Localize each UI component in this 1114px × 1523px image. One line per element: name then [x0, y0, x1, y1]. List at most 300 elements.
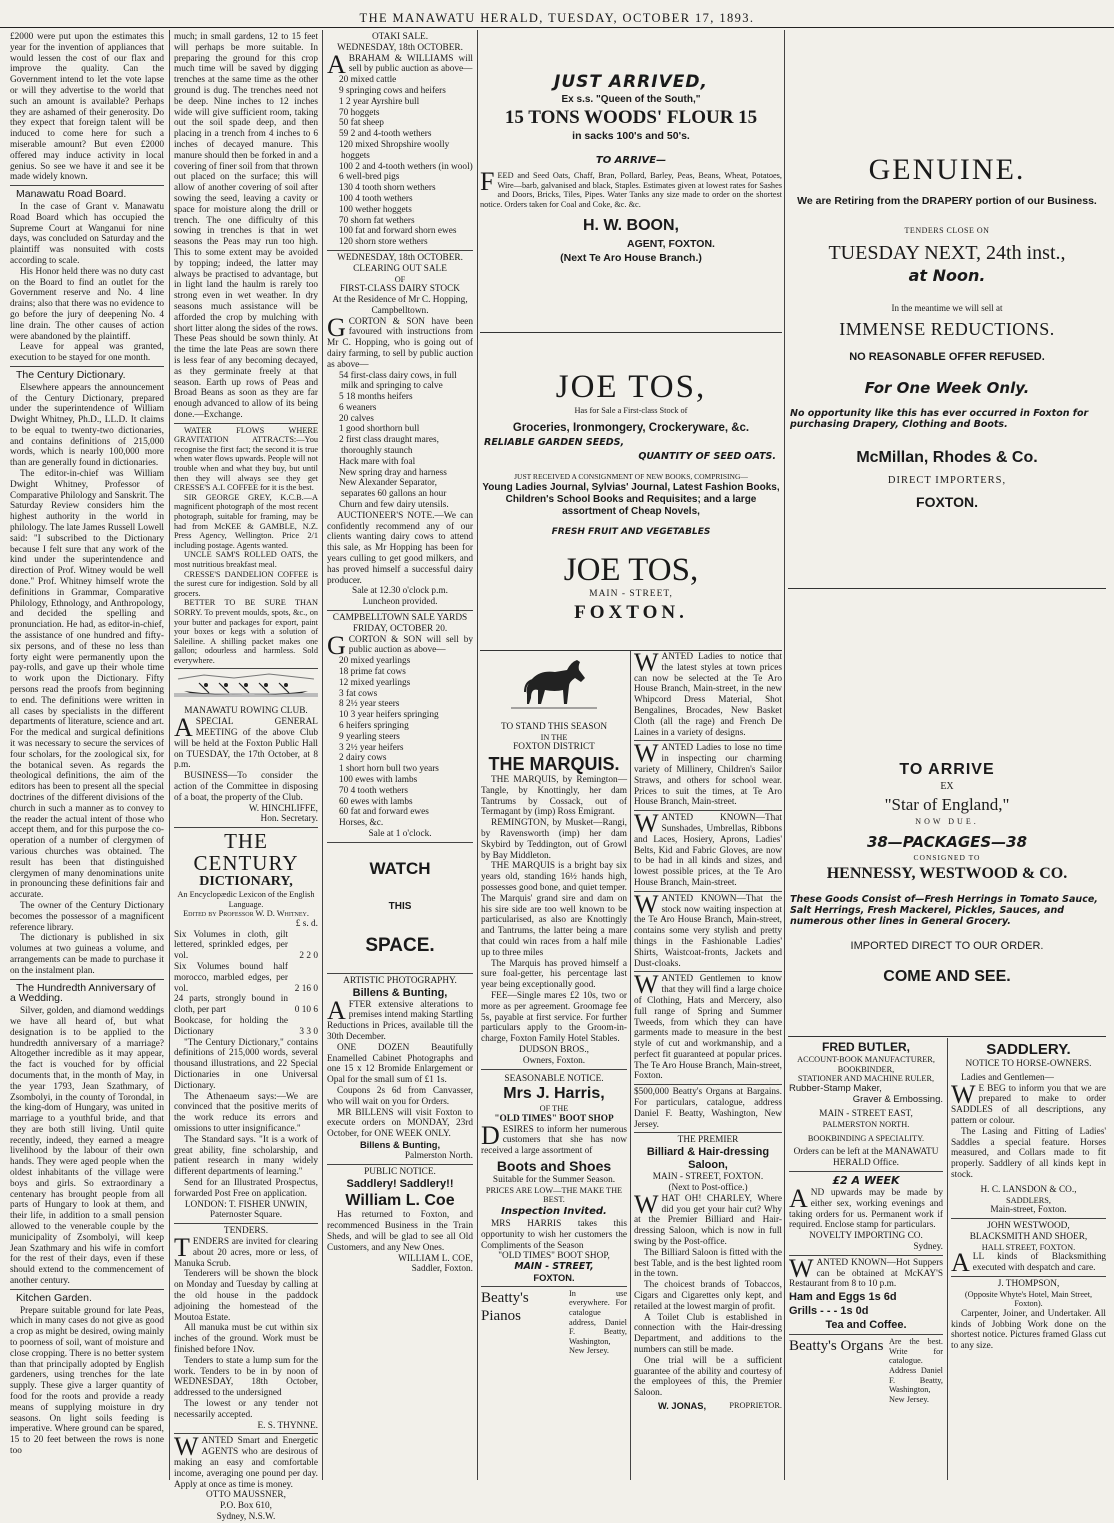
divider: [327, 250, 473, 251]
boon-agent: AGENT, FOXTON.: [627, 238, 715, 251]
one-week-only: For One Week Only.: [864, 379, 1030, 397]
sale-title: CAMPBELLTOWN SALE YARDS: [332, 613, 468, 624]
sale-time: Sale at 12.30 o'clock p.m.: [352, 586, 448, 597]
lansdon-address: Main-street, Foxton.: [990, 1205, 1067, 1216]
sale-item: 10 3 year heifers springing: [339, 710, 439, 721]
article-paragraph: In the case of Grant v. Manawatu Road Board which has occupied the Supreme Court at Wanganui for nine days, was concluded on Saturday and the plaintiff was nonsuited with costs according to scale.: [10, 201, 164, 266]
meantime-line: In the meantime we will sell at: [891, 303, 1003, 313]
article-heading: The Century Dictionary.: [16, 368, 126, 381]
no-offer-refused: NO REASONABLE OFFER REFUSED.: [849, 351, 1045, 363]
divider: [327, 1164, 473, 1165]
pedigree-paragraph: REMINGTON, by Musket—Rangi, by Ravensworth (imp) her dam Skybird by Teddington, out of Growl by Bay Middleton.: [481, 818, 627, 861]
divider: [634, 1084, 782, 1085]
sale-date: WEDNESDAY, 18th OCTOBER.: [337, 252, 463, 263]
westwood-body: LL kinds of Blacksmithing executed with despatch and care.: [972, 1252, 1106, 1273]
drop-cap: G: [327, 312, 346, 342]
ad-divider: [788, 588, 1106, 589]
boon-name: H. W. BOON,: [583, 217, 679, 235]
sale-item: 9 yearling steers: [339, 731, 400, 742]
pianos-text: In use everywhere. For catalogue address, Daniel F. Beatty, Washington, New Jersey.: [569, 1288, 627, 1356]
boon-location: (Next Te Aro House Branch.): [560, 252, 702, 265]
photo-firm: Billens & Bunting,: [359, 1139, 441, 1150]
divider: [10, 1289, 164, 1290]
tos-town: FOXTON.: [574, 601, 688, 623]
tos-groceries: Groceries, Ironmongery, Crockeryware, &c.: [512, 421, 750, 434]
century-paragraph: The Athenaeum says:—We are convinced that the positive merits of the work reduce its errors and omissions to utter insignificance.": [174, 1091, 318, 1135]
sale-item: 120 mixed Shropshire woolly hoggets: [339, 139, 450, 161]
organs-heading: Beatty's Organs: [789, 1338, 884, 1355]
sale-subtitle: FIRST-CLASS DAIRY STOCK: [339, 284, 461, 295]
billiard-paragraph: The choicest brands of Tobaccos, Cigars and Cigarettes only kept, and retailed at the lowest margin of profit.: [634, 1280, 782, 1312]
tos-fruit: FRESH FRUIT AND VEGETABLES: [551, 526, 711, 537]
drop-cap: W: [951, 1079, 976, 1109]
sale-item: 100 ewes with lambs: [339, 774, 418, 785]
century-subtitle: DICTIONARY,: [199, 874, 293, 890]
price-value: 2 16 0: [294, 983, 318, 994]
photo-paragraph: ONE DOZEN Beautifully Enamelled Cabinet Photographs and one 15 x 12 Bromide Enlargement or Opal for the small sum of £1 1s.: [327, 1042, 473, 1086]
news-column-1: [10, 32, 164, 1482]
sale-item: 2 first class draught mares, thoroughly staunch: [339, 435, 439, 457]
article-heading: Kitchen Garden.: [16, 1291, 92, 1304]
wanted-notice: ANTED Ladies to lose no time in inspecting our charming variety of Millinery, Children's Sailor Straws, and others for school wear. Prices to suit the times, at Te Aro House Branch, Main-street.: [634, 743, 782, 808]
thompson-body: Carpenter, Joiner, and Undertaker. All kinds of Jobbing Work done on the shortest notice. Pictures framed Glass cut to any size.: [951, 1308, 1106, 1352]
address-line: P.O. Box 610,: [220, 1501, 272, 1512]
sale-item: 100 2 and 4-tooth wethers (in wool): [339, 161, 473, 172]
sale-item: 60 ewes with lambs: [339, 796, 413, 807]
sacks-line: in sacks 100's and 50's.: [572, 130, 690, 142]
billiard-title: Billiard & Hair-dressing Saloon,: [646, 1146, 770, 1172]
organs-text: Are the best. Write for catalogue. Address Daniel F. Beatty, Washington, New Jersey.: [889, 1337, 943, 1404]
proprietor-name: W. JONAS,: [658, 1401, 707, 1411]
sale-item: New Alexander Separator, separates 60 gallons an hour: [339, 478, 447, 500]
sale-item: Churn and few dairy utensils.: [339, 500, 449, 511]
price-item: 24 parts, strongly bound in cloth, per part: [174, 994, 288, 1016]
photo-title: ARTISTIC PHOTOGRAPHY.: [343, 975, 457, 986]
sale-item: 18 prime fat cows: [339, 667, 406, 678]
butler-name: FRED BUTLER,: [822, 1040, 910, 1054]
thompson-address: (Opposite Whyte's Hotel, Main Street, Foxton).: [964, 1289, 1093, 1309]
article-paragraph: Leave for appeal was granted, execution to be stayed for one month.: [10, 342, 164, 364]
prices-line: PRICES ARE LOW—THE MAKE THE BEST.: [485, 1185, 623, 1205]
saddlery-body: E BEG to inform you that we are prepared to make to order SADDLES of all descriptions, any pattern or colour.: [951, 1083, 1106, 1126]
notice-title: PUBLIC NOTICE.: [364, 1166, 436, 1177]
watch-word: THIS: [388, 900, 412, 912]
imported-direct: IMPORTED DIRECT TO OUR ORDER.: [850, 940, 1044, 952]
article-heading: Manawatu Road Board.: [16, 188, 127, 201]
horse-illustration: [481, 652, 627, 718]
boot-shop-name: "OLD TIMES" BOOT SHOP,: [498, 1251, 610, 1262]
column-rule: [947, 1038, 948, 1480]
lansdon-firm: H. C. LANSDON & CO.,: [980, 1184, 1077, 1195]
drop-cap: A: [327, 49, 346, 79]
drop-cap: A: [327, 995, 346, 1025]
signature: OTTO MAUSSNER,: [206, 1490, 286, 1501]
drop-cap: A: [174, 713, 193, 743]
butler-trade: BOOKBINDER,: [837, 1064, 895, 1074]
restaurant-notice: ANTED KNOWN—Hot Suppers can be obtained at McKAY'S Restaurant from 8 to 10 p.m.: [789, 1257, 943, 1290]
harris-name: Mrs J. Harris,: [503, 1085, 605, 1103]
consigned-line: CONSIGNED TO: [913, 853, 981, 862]
sale-item: 12 mixed yearlings: [339, 677, 411, 688]
noon-line: at Noon.: [908, 266, 986, 285]
price-row: [174, 962, 318, 994]
boon-advertisement: [480, 32, 782, 332]
ad-divider: [480, 332, 782, 333]
sale-item: 3 2½ year heifers: [339, 742, 404, 753]
price-value: 0 10 6: [294, 1005, 318, 1016]
divider: [327, 842, 473, 843]
brief-ad: UNCLE SAM'S ROLLED OATS, the most nutritious breakfast meal.: [174, 550, 318, 569]
to-arrive: TO ARRIVE: [899, 761, 995, 778]
pedigree-paragraph: THE MARQUIS, by Remington—Tangle, by Knottingly, her dam Tantrums by Cossack, out of Termagant by (imp) Ross Emigrant.: [481, 774, 627, 818]
sale-item: New spring dray and harness: [339, 467, 447, 478]
century-title: THE CENTURY: [193, 829, 299, 876]
drop-cap: T: [174, 1232, 190, 1262]
century-paragraph: Send for an Illustrated Prospectus, forwarded Post Free on application.: [174, 1178, 318, 1199]
sale-item: 5 18 months heifers: [339, 392, 413, 403]
photo-paragraph: Coupons 2s 6d from Canvasser, who will wait on you for Orders.: [327, 1085, 473, 1107]
sale-item: 59 2 and 4-tooth wethers: [339, 129, 432, 140]
article-paragraph: The owner of the Century Dictionary becomes the possessor of a magnificent reference library.: [10, 900, 164, 933]
drop-cap: W: [174, 1432, 199, 1462]
genuine-advertisement: [788, 32, 1106, 582]
westwood-address: HALL STREET, FOXTON.: [981, 1242, 1076, 1252]
sale-item: 20 mixed cattle: [339, 75, 397, 86]
price-value: 2 2 0: [299, 951, 318, 962]
news-column-5: [634, 648, 782, 1478]
sale-item: 130 4 tooth shorn wethers: [339, 183, 436, 194]
sale-item: 3 fat cows: [339, 688, 378, 699]
tenders-paragraph: All manuka must be cut within six inches of the ground. Work must be finished before 1Nov.: [174, 1323, 318, 1355]
summer-line: Suitable for the Summer Season.: [492, 1175, 616, 1186]
auctioneer-note: AUCTIONEER'S NOTE.—We can confidently recommend any of our clients wanting dairy cows to attend this sale, as Mr Hopping has been for years culling to get good milkers, and has proved himself a successful dairy producer.: [327, 510, 473, 586]
drop-cap: W: [634, 970, 659, 1000]
sale-item: 9 springing cows and heifers: [339, 85, 446, 96]
sale-item: 120 shorn store wethers: [339, 237, 428, 248]
town-name: FOXTON.: [533, 1273, 575, 1284]
price-value: 3 3 0: [299, 1026, 318, 1037]
agents-wanted-body: ANTED Smart and Energetic AGENTS who are desirous of making an easy and comfortable income, averaging one pound per day. Apply at once as time is money.: [174, 1436, 318, 1490]
sale-date: WEDNESDAY, 18th OCTOBER.: [337, 42, 463, 53]
divider: [10, 979, 164, 980]
mcmillan-firm: McMillan, Rhodes & Co.: [856, 449, 1038, 466]
sale-item: 60 fat and forward ewes: [339, 807, 429, 818]
brief-ad: SIR GEORGE GREY, K.C.B.—A magnificent photograph of the most recent photograph, suitable for framing, may be had from McKEE & GAMBLE, N.Z. Press Agency, Wellington. Price 2/1 including postage. Agents wanted.: [174, 492, 318, 550]
salutation: Ladies and Gentlemen—: [961, 1072, 1054, 1083]
organs-notice: $500,000 Beatty's Organs at Bargains. For particulars, catalogue, address Daniel F. Beatty, Washington, New Jersey.: [634, 1087, 782, 1130]
butler-town: PALMERSTON NORTH.: [822, 1120, 910, 1130]
billiard-body: HAT OH! CHARLEY, Where did you get your hair cut? Why at the Premier Billiard and Hair-dressing Saloon, which is now in full swing by the Post-office.: [634, 1193, 782, 1248]
butler-trade: Graver & Embossing.: [852, 1093, 943, 1105]
tenders-body: ENDERS are invited for clearing about 20 acres, more or less, of Manuka Scrub.: [174, 1236, 318, 1269]
tos-oats: QUANTITY OF SEED OATS.: [638, 450, 776, 462]
come-and-see: COME AND SEE.: [883, 968, 1011, 985]
sale-item: 20 calves: [339, 413, 374, 424]
divider: [174, 827, 318, 828]
wanted-notice: ANTED KNOWN—That Sunshades, Umbrellas, Ribbons and Laces, Hosiery, Aprons, Ladies' Belts, Kid and Fabric Gloves, are now to be had in all kinds and sizes, and lowest possible prices, at the Te Aro House Branch, Main-street.: [634, 813, 782, 888]
foxton-line: FOXTON.: [916, 494, 978, 510]
news-column-4: [481, 652, 627, 1478]
coe-body: Has returned to Foxton, and recommenced Business in the Train Sheds, and will be glad to see all Old Customers, and any New Ones.: [327, 1210, 473, 1253]
tos-advertisement: [480, 336, 782, 648]
divider: [174, 1223, 318, 1224]
article-paragraph: The editor-in-chief was William Dwight Whitney, Professor of Comparative Philology and Sanskrit. The Saturday Review considers him the highest authority in the world in philology. The late James Russell Lowell said: "I subscribed to the Dictionary because I felt sure that any work of the kind under the superintendence and direction of Prof. Witney would be well done." Prof. Whitney himself wrote the definitions in Grammar, Comparative Philology, Ethnology, and Anthropology, and decided the spelling and pronunciation. He had, as editor-in-chief, the assistance of one hundred and fifty-six persons, and of these no less than forty eight were permanently upon the pay-rolls, and gave up their whole time to work upon the Dictionary. Fifty persons read the proofs from beginning to end. The definitions were written in all cases by specialists in the different departments of literature, science and art. For the medical and surgical definitions it was necessary to secure the services of four scholars, for the zoological six, for the botanical seven. As regards the theological definitions, the aim of the editors has been to present all the special doctrines of the different divisions of the church in such a manner as to convey to the reader the actual intent of those who accept them, and for this purpose the co-operation of a number of clergymen of various churches was obtained. The result has been that distinguished clergymen of many denominations unite in pronouncing these definitions fair and accurate.: [10, 469, 164, 901]
signature: W. HINCHLIFFE,: [248, 803, 318, 814]
article-paragraph: Silver, golden, and diamond weddings we have all heard of, but what designation is to be applied to the hundredth anniversary of a marriage? Altogether incredible as it may appear, the fact is vouched for by official documents that, in the month of May, in the year 1793, Jean Szathmary, of Zsombolyi, in the county of Torondal, in the king-dom of Hungary, was united in marriage to a youthful bride, and that they are both still living. Until quite recently, indeed, they earned a meagre livelihood by the labour of their own hands. They were aged people when the oldest inhabitants of the village were boys and girls. So extraordinary a centenary has brought people from all parts of Hungary to look at them, and their life, in addition to a small pension allowed to the venerable couple by the municipality of Zsombolyi, will keep Jean Szathmary and his wife in comfort for the rest of their days, even if these should extend to the commencement of another century.: [10, 1006, 164, 1287]
pedigree-paragraph: THE MARQUIS is a bright bay six years old, standing 16½ hands high, possesses good bone, and quiet temper. The Marquis' grand sire and dam on his sire side are too well known to be particularised, as also are Knottingly and Tantrums, the latter being a mare that could win races from a half mile up to three miles: [481, 861, 627, 958]
price-row: [174, 930, 318, 962]
sale-title: OTAKI SALE.: [371, 32, 429, 42]
drop-cap: G: [327, 630, 346, 660]
sale-item: 70 hoggets: [339, 107, 380, 118]
just-arrived-heading: JUST ARRIVED,: [554, 72, 708, 92]
opportunity-line: No opportunity like this has ever occurred in Foxton for purchasing Drapery, Clothing and Boots.: [790, 408, 1089, 430]
drop-cap: D: [481, 1120, 500, 1150]
goods-list: These Goods Consist of—Fresh Herrings in Tomato Sauce, Salt Herrings, Fresh Mackerel, Pickles, Sauces, and numerous other lines in General Grocery.: [790, 894, 1098, 927]
main-street: MAIN - STREET,: [514, 1261, 594, 1273]
thompson-name: J. THOMPSON,: [997, 1278, 1060, 1289]
sale-item: 100 wether hoggets: [339, 204, 412, 215]
photo-location: Palmerston North.: [404, 1150, 473, 1161]
divider: [634, 1132, 782, 1133]
butler-orders: Orders can be left at the MANAWATU HERALD Office.: [793, 1147, 939, 1169]
watch-word: WATCH: [369, 858, 431, 878]
rowing-business: BUSINESS—To consider the action of the Committee in disposing of a boat, the property of the Club.: [174, 771, 318, 803]
retiring-line: We are Retiring from the DRAPERY portion of our Business.: [797, 195, 1097, 207]
stand-line: TO STAND THIS SEASON: [500, 721, 608, 732]
sale-item: 6 heifers springing: [339, 721, 409, 731]
divider: [481, 1069, 627, 1070]
ex-line: EX: [940, 781, 954, 792]
sale-item: 54 first-class dairy cows, in full milk and springing to calve: [339, 370, 457, 392]
photo-paragraph: MR BILLENS will visit Foxton to execute orders on MONDAY, 23rd October, for ONE WEEK ONLY.: [327, 1107, 473, 1140]
billiard-premier: THE PREMIER: [677, 1135, 739, 1146]
price-row: [174, 994, 318, 1016]
wanted-notice: ANTED KNOWN—That the stock now waiting inspection at the Te Aro House Branch, Main-street, contains some very stylish and pretty things in the Fashionable Ladies' Shirts, Waistcoat-fronts, Jackets and Dust-cloaks.: [634, 893, 782, 969]
in-the-line: IN THE: [540, 732, 568, 742]
ad-divider: [788, 1036, 1106, 1037]
sale-intro: BRAHAM & WILLIAMS will sell by public auction as above—: [348, 53, 473, 75]
sale-item: 100 4 tooth wethers: [339, 193, 413, 204]
drop-cap: A: [951, 1248, 970, 1278]
address-line: Sydney, N.S.W.: [216, 1511, 276, 1522]
billiard-paragraph: A Toilet Club is established in connection with the Hair-dressing Department, and additions to the numbers can still be made.: [634, 1312, 782, 1356]
billiard-location: (Next to Post-office.): [668, 1183, 748, 1194]
divider: [327, 610, 473, 611]
column-rule: [477, 30, 478, 1480]
column-rule: [169, 30, 170, 1480]
masthead: [0, 0, 1114, 28]
rowing-boat-illustration: [174, 671, 318, 701]
price-item: Bookcase, for holding the Dictionary: [174, 1016, 288, 1037]
sale-intro: CORTON & SON have been favoured with instructions from Mr C. Hopping, who is going out of dairy farming, to sell by public auction as above—: [327, 316, 473, 370]
saddlery-banner: Saddlery! Saddlery!!: [346, 1178, 454, 1191]
fee-paragraph: FEE—Single mares £2 10s, two or more as per agreement. Groomage fee 5s, payable at first service. For further particulars apply to the Groom-in-charge, Foxton Family Hotel Stables.: [481, 990, 627, 1045]
column-rule: [630, 651, 631, 1480]
inspection-line: Inspection Invited.: [501, 1206, 607, 1218]
ad-divider: [480, 650, 782, 651]
divider: [481, 1286, 627, 1287]
sale-item: 20 mixed yearlings: [339, 656, 411, 667]
genuine-title: GENUINE.: [868, 153, 1026, 186]
wanted-notice: ANTED Ladies to notice that the latest styles at town prices can now be selected at the Te Aro House Branch, Main-street, in the new Whipcord Dress Material, Shot Bengalines, Brocades, New Basket Cloth (all the rage) and French De Laines in a variety of designs.: [634, 652, 782, 738]
tos-seeds: RELIABLE GARDEN SEEDS,: [484, 436, 625, 448]
tos-books: Young Ladies Journal, Sylvias' Journal, Latest Fashion Books, Children's School Books and Requisites; and a large assortment of Cheap Novels,: [482, 481, 780, 517]
tos-street: MAIN - STREET,: [589, 588, 673, 599]
proprietor-role: PROPRIETOR.: [729, 1401, 782, 1410]
tos-subtitle: Has for Sale a First-class Stock of: [574, 406, 688, 415]
harris-paragraph: MRS HARRIS takes this opportunity to wish her customers the Compliments of the Season: [481, 1219, 627, 1251]
divider: [789, 1334, 943, 1335]
century-description: An Encyclopædic Lexicon of the English Language.: [177, 890, 315, 909]
pianos-heading: Beatty's Pianos: [481, 1289, 529, 1324]
tos-name: JOE TOS,: [563, 551, 699, 588]
sale-item: 8 2½ year steers: [339, 699, 400, 710]
westwood-name: JOHN WESTWOOD,: [987, 1220, 1070, 1231]
drop-cap: W: [634, 889, 659, 919]
harris-body: ESIRES to inform her numerous customers that she has now received a large assortment of: [481, 1124, 627, 1157]
photo-firm: Billens & Bunting,: [352, 986, 448, 999]
divider: [327, 973, 473, 974]
sale-item: 100 fat and forward shorn ewes: [339, 226, 457, 237]
signature-role: Hon. Secretary.: [260, 814, 318, 825]
sale-date: FRIDAY, OCTOBER 20.: [352, 623, 448, 634]
sale-item: 6 well-bred pigs: [339, 172, 400, 183]
of-the-line: OF THE: [539, 1104, 569, 1114]
photo-body: FTER extensive alterations to premises intend making Startling Reductions in Prices, available till the 30th December.: [327, 999, 473, 1042]
column-rule: [322, 30, 323, 1480]
sale-item: Hack mare with foal: [339, 456, 416, 467]
boot-shop-name: "OLD TIMES" BOOT SHOP: [494, 1113, 614, 1124]
novelty-company: NOVELTY IMPORTING CO.: [809, 1231, 923, 1242]
sale-title-of: OF: [394, 274, 406, 284]
butler-speciality: BOOKBINDING A SPECIALITY.: [807, 1133, 925, 1143]
tenders-title: TENDERS.: [223, 1226, 269, 1237]
brief-ad: BETTER TO BE SURE THAN SORRY. To prevent moulds, spots, &c., on your butter and packages for export, paint your boxes or kegs with a solution of Saleiline. A shilling packet makes one gallon; odourless and harmless. Sold everywhere.: [174, 598, 318, 665]
article-paragraph: The dictionary is published in six volumes at two guineas a volume, and arrangements can be made to purchase it on the instalment plan.: [10, 933, 164, 976]
drop-cap: W: [789, 1253, 814, 1283]
sale-intro: CORTON & SON will sell by public auction as above—: [348, 634, 473, 656]
century-publisher: LONDON: T. FISHER UNWIN, Paternoster Square.: [184, 1199, 308, 1221]
butler-address: MAIN - STREET EAST,: [819, 1109, 913, 1120]
sale-item: 50 fat sheep: [339, 118, 384, 129]
brief-ad: CRESSE'S DANDELION COFFEE is the surest cure for indigestion. Sold by all grocers.: [174, 569, 318, 598]
sale-title: CLEARING OUT SALE: [353, 263, 447, 274]
tenders-paragraph: Tenders to state a lump sum for the work. Tenders to be in by noon of WEDNESDAY, 18th October, addressed to the undersigned: [174, 1355, 318, 1399]
hennessy-advertisement: [788, 592, 1106, 1032]
flax-paragraph: £2000 were put upon the estimates this year for the invention of appliances that would lessen the cost of our flax and improve the quality. Can the Government intend to let the vote lapse or will they advertise to the world that such an amount is available? Perhaps they are ashamed of their generosity. Do they expect that foreign talent will be induced to come here for such a miserable amount? But even £2000 offered may induce activity in local genius. So see we have it and see it be made widely known.: [10, 32, 164, 183]
drop-cap: W: [634, 648, 659, 677]
sale-time: Sale at 1 o'clock.: [368, 828, 432, 839]
reductions-line: IMMENSE REDUCTIONS.: [839, 319, 1055, 339]
harris-title: SEASONABLE NOTICE.: [504, 1073, 604, 1084]
brief-ad: WATER FLOWS WHERE GRAVITATION ATTRACTS:—You recognise the first fact; the second it is true when water flows upwards. People will not trouble when and what they buy, but until then they will always see they get CRESSE'S A.I. COFFEE for it is the best.: [174, 425, 318, 493]
sale-item: 1 short horn bull two years: [339, 764, 439, 775]
butler-trade: ACCOUNT-BOOK MANUFACTURER,: [797, 1055, 935, 1064]
century-paragraph: The Standard says. "It is a work of great ability, fine scholarship, and patient research in many widely different departments of learning.": [174, 1134, 318, 1178]
butler-trade: STATIONER AND MACHINE RULER,: [797, 1074, 935, 1084]
drop-cap: A: [789, 1183, 808, 1213]
divider: [174, 668, 318, 669]
packages-line: 38—PACKAGES—38: [866, 833, 1028, 851]
tenders-paragraph: Tenderers will be shown the block on Monday and Tuesday by calling at the old house in the paddock adjoining the homestead of the Moutoa Estate.: [174, 1269, 318, 1323]
ship-line: Ex s.s. "Queen of the South,": [561, 94, 701, 105]
saddlery-title: SADDLERY.: [986, 1041, 1071, 1058]
coe-name: William L. Coe: [345, 1192, 455, 1210]
owners-signature: DUDSON BROS.,: [519, 1044, 589, 1055]
hennessy-firm: HENNESSY, WESTWOOD & CO.: [826, 865, 1068, 882]
tenders-paragraph: The lowest or any tender not necessarily accepted.: [174, 1398, 318, 1420]
sale-item: 1 good shorthorn bull: [339, 424, 420, 435]
divider: [951, 1276, 1106, 1277]
article-paragraph: Prepare suitable ground for late Peas, which in many cases do not give as good a crop as might be desired, owing mainly to poorness of soil, want of moisture and close cropping. There is no better system than that principally adopted by English gardeners, using trenches for the late supply. These give a larger quantity of food for the roots and provide a ready means of supplying moisture in dry seasons. On light soils feeding is imperative. Where ground can be spared, 15 to 20 feet between the rows is none too: [10, 1305, 164, 1456]
direct-importers: DIRECT IMPORTERS,: [887, 475, 1007, 486]
flour-headline: 15 TONS WOODS' FLOUR 15: [504, 107, 758, 128]
drop-cap: W: [634, 1189, 659, 1219]
sale-location: At the Residence of Mr C. Hopping, Campbelltown.: [332, 294, 468, 316]
horse-owners-notice: NOTICE TO HORSE-OWNERS.: [965, 1059, 1092, 1069]
grills-price: Grills - - - 1s 0d: [789, 1305, 869, 1318]
westwood-trade: BLACKSMITH AND SHOER,: [969, 1231, 1088, 1242]
newspaper-title: THE MANAWATU HERALD, TUESDAY, OCTOBER 17, 1893.: [359, 11, 755, 25]
saddlery-paragraph: The Lasing and Fitting of Ladies' Saddles a special feature. Horses measured, and Collars made to fit properly. Saddlery of all kinds kept in stock.: [951, 1126, 1106, 1180]
lansdon-role: SADDLERS,: [1006, 1195, 1051, 1205]
rowing-club-title: MANAWATU ROWING CLUB.: [184, 706, 308, 717]
tuesday-line: TUESDAY NEXT, 24th inst.,: [828, 242, 1066, 264]
rowing-notice-body: SPECIAL GENERAL MEETING of the above Club will be held at the Foxton Public Hall on TUESDAY, the 17th October, at 8 p.m.: [174, 717, 318, 771]
ham-eggs-price: Ham and Eggs 1s 6d: [789, 1291, 897, 1304]
sale-item: 70 shorn fat wethers: [339, 215, 415, 226]
watch-word: SPACE.: [365, 934, 435, 956]
owners-role: Owners, Foxton.: [522, 1055, 586, 1066]
billiard-paragraph: The Billiard Saloon is fitted with the best Table, and is the best lighted room in the town.: [634, 1247, 782, 1280]
week-headline: £2 A WEEK: [832, 1173, 900, 1187]
sale-item: 6 weaners: [339, 402, 377, 413]
now-due: NOW DUE.: [915, 817, 979, 826]
wanted-notice: ANTED Gentlemen to know that they will find a large choice of Clothing, Hats and Mercery, also full range of Spring and Summer Tweeds, from which they can have garments made to measure in the best style of cut and workmanship, and a perfect fit guaranteed at popular prices. The Te Aro House Branch, Main-street, Foxton.: [634, 974, 782, 1082]
boots-headline: Boots and Shoes: [496, 1158, 612, 1175]
signature: WILLIAM L. COE,: [398, 1253, 473, 1264]
drop-cap: W: [634, 809, 659, 839]
tea-coffee: Tea and Coffee.: [825, 1319, 907, 1332]
garden-continued: much; in small gardens, 12 to 15 feet will perhaps be more suitable. In preparing the ground for this crop much time will be saved by digging trenches at the same time as the other ground is dug. The trenches need not be deep. Nine inches to 12 inches wide will give sufficient room, taking out the soil spade deep, and then placing in a trench from 4 inches to 6 inches of decayed manure. This manure should then be forked in and a covering of finer soil from that thrown out placed on the surface; this will allow of another covering of soil after sowing the seed, leaving a cavity or space for moisture along the drill or trench. The one difficulty of this sowing in trenches is that in wet seasons the Peas may run too high. This to some extent may be avoided by topping; indeed, the latter may always be practised to advantage, but in light land the haulm is rarely too strong even in wet weather. In dry seasons much assistance will be afforded the crop by mulching with short litter along the sides of the rows. These Peas should be sown thinly. At the time the late Peas are sown there is less fear of any becoming decayed, as they germinate freely at that season. Earth up rows of Peas and Broad Beans as soon as they are far enough advanced to allow of its being done.—Exchange.: [174, 32, 318, 420]
divider: [174, 423, 318, 424]
ship-name: "Star of England,": [884, 795, 1010, 814]
article-paragraph: His Honor held there was no duty cast on the Board to find an outlet for the Government reserve and No. 4 line drains; also that there was no evidence to go before the jury of deepening No. 4 line drain. The other causes of action were abandoned by the plaintiff.: [10, 266, 164, 342]
tenders-close: TENDERS CLOSE ON: [904, 226, 990, 235]
news-column-7: [951, 1040, 1106, 1478]
century-paragraph: "The Century Dictionary," contains definitions of 215,000 words, several thousand illustrations, and 22 Special Dictionaries in one Universal Dictionary.: [174, 1037, 318, 1091]
price-item: Six Volumes bound half morocco, marbled edges, per vol.: [174, 962, 288, 994]
signature: E. S. THYNNE.: [257, 1420, 318, 1431]
butler-trade: Rubber-Stamp Maker,: [789, 1082, 882, 1094]
news-column-3: [327, 32, 473, 1482]
article-paragraph: Elsewhere appears the announcement of the Century Dictionary, prepared under the superintendence of William Dwight Whitney, Ph.D., LL.D. It claims to be equal to twenty-two dictionaries, and contains definitions of 215,000 words, which is nearly 100,000 more than are generally found in dictionaries.: [10, 382, 164, 469]
divider: [10, 366, 164, 367]
column-rule: [784, 30, 785, 1480]
signature-role: Saddler, Foxton.: [411, 1264, 473, 1275]
district-line: FOXTON DISTRICT: [513, 742, 595, 753]
divider: [951, 1218, 1106, 1219]
price-header: £ s. d.: [295, 918, 318, 929]
sale-item: Horses, &c.: [339, 818, 384, 829]
news-column-2: [174, 32, 318, 1522]
sale-item: 2 dairy cows: [339, 753, 387, 764]
news-column-6: [789, 1040, 943, 1478]
billiard-address: MAIN - STREET, FOXTON.: [652, 1172, 764, 1183]
divider: [789, 1171, 943, 1172]
boon-goods-list: EED and Seed Oats, Chaff, Bran, Pollard, Barley, Peas, Beans, Wheat, Potatoes, Wire—barb, galvanised and black, Staples. Estimates given at lowest rates for Sashes and Doors, Bricks, Tiles, Pipes. Water Tanks any size made to order on the shortest notice. Orders taken for Coal and Coke, &c. &c.: [480, 171, 782, 209]
